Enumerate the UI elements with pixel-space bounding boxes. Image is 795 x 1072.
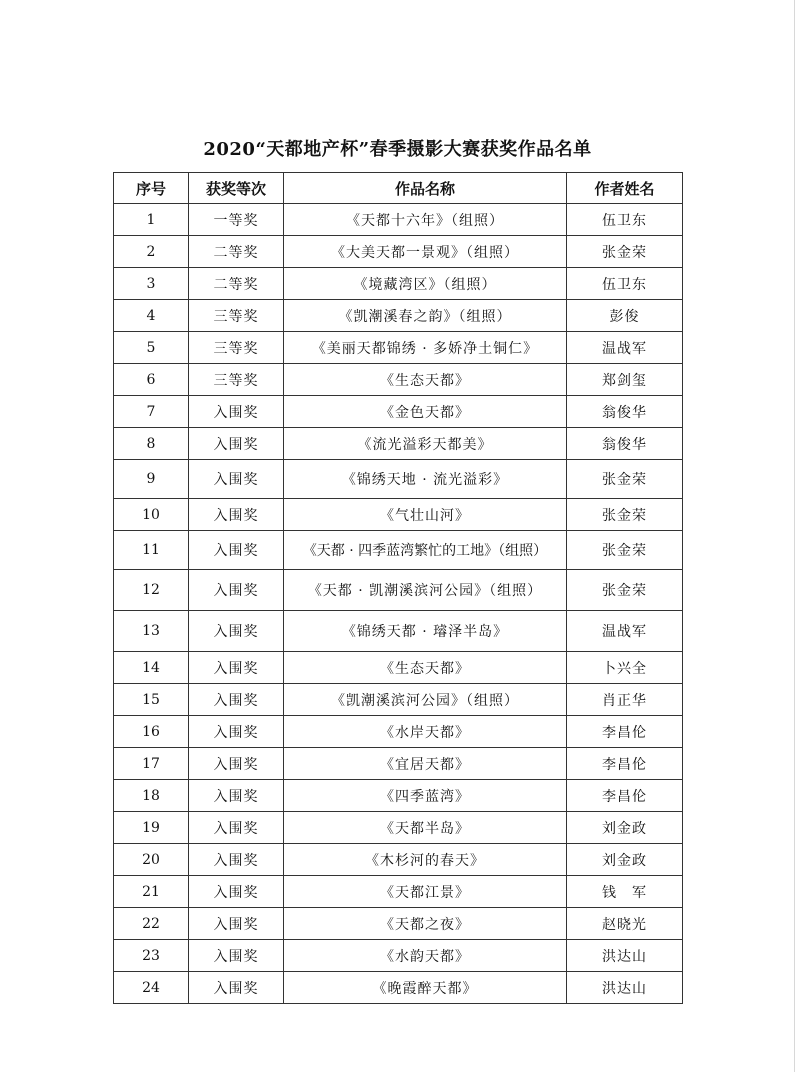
row-index: 5 [114, 332, 189, 364]
row-work-title: 《气壮山河》 [284, 499, 567, 531]
row-index: 8 [114, 428, 189, 460]
table-row [114, 460, 683, 499]
row-award-level: 入围奖 [189, 780, 284, 812]
row-index: 6 [114, 364, 189, 396]
row-index: 9 [114, 460, 189, 499]
row-work-title: 《四季蓝湾》 [284, 780, 567, 812]
table-row [114, 236, 683, 268]
row-author: 温战军 [567, 611, 683, 652]
row-index: 7 [114, 396, 189, 428]
table-row [114, 332, 683, 364]
row-work-title: 《锦绣天都 · 璿泽半岛》 [284, 611, 567, 652]
row-index: 24 [114, 972, 189, 1004]
row-award-level: 入围奖 [189, 876, 284, 908]
row-author: 李昌伦 [567, 780, 683, 812]
row-index: 1 [114, 204, 189, 236]
table-row [114, 364, 683, 396]
row-author: 卜兴全 [567, 652, 683, 684]
row-author: 赵晓光 [567, 908, 683, 940]
row-work-title: 《天都之夜》 [284, 908, 567, 940]
row-author: 伍卫东 [567, 204, 683, 236]
row-award-level: 入围奖 [189, 812, 284, 844]
row-index: 18 [114, 780, 189, 812]
row-index: 14 [114, 652, 189, 684]
table-row [114, 908, 683, 940]
header-award-level: 获奖等次 [189, 173, 284, 204]
row-award-level: 入围奖 [189, 844, 284, 876]
table-row [114, 972, 683, 1004]
row-author: 刘金政 [567, 812, 683, 844]
row-author: 郑剑玺 [567, 364, 683, 396]
row-index: 2 [114, 236, 189, 268]
table-row [114, 300, 683, 332]
row-work-title: 《流光溢彩天都美》 [284, 428, 567, 460]
row-award-level: 入围奖 [189, 972, 284, 1004]
row-award-level: 入围奖 [189, 570, 284, 611]
table-row [114, 652, 683, 684]
table-row [114, 716, 683, 748]
row-work-title: 《生态天都》 [284, 652, 567, 684]
row-award-level: 入围奖 [189, 499, 284, 531]
row-author: 李昌伦 [567, 748, 683, 780]
row-award-level: 入围奖 [189, 396, 284, 428]
row-author: 洪达山 [567, 940, 683, 972]
table-row [114, 499, 683, 531]
row-award-level: 入围奖 [189, 428, 284, 460]
row-award-level: 入围奖 [189, 531, 284, 570]
row-author: 张金荣 [567, 236, 683, 268]
row-index: 17 [114, 748, 189, 780]
row-index: 12 [114, 570, 189, 611]
document-title: 2020“天都地产杯”春季摄影大赛获奖作品名单 [203, 139, 592, 160]
row-work-title: 《宜居天都》 [284, 748, 567, 780]
table-row [114, 531, 683, 570]
row-author: 伍卫东 [567, 268, 683, 300]
row-work-title: 《美丽天都锦绣 · 多娇净土铜仁》 [284, 332, 567, 364]
row-work-title: 《木杉河的春天》 [284, 844, 567, 876]
row-author: 肖正华 [567, 684, 683, 716]
row-award-level: 入围奖 [189, 460, 284, 499]
header-work-title: 作品名称 [284, 173, 567, 204]
row-index: 19 [114, 812, 189, 844]
row-index: 21 [114, 876, 189, 908]
row-work-title: 《水韵天都》 [284, 940, 567, 972]
row-author: 李昌伦 [567, 716, 683, 748]
row-index: 15 [114, 684, 189, 716]
row-author: 钱 军 [567, 876, 683, 908]
row-work-title: 《天都 · 凯潮溪滨河公园》（组照） [284, 570, 567, 611]
table-header-row [114, 173, 683, 204]
row-work-title: 《境藏湾区》（组照） [284, 268, 567, 300]
row-work-title: 《锦绣天地 · 流光溢彩》 [284, 460, 567, 499]
row-award-level: 三等奖 [189, 332, 284, 364]
row-index: 22 [114, 908, 189, 940]
row-award-level: 三等奖 [189, 300, 284, 332]
row-award-level: 二等奖 [189, 268, 284, 300]
row-award-level: 入围奖 [189, 748, 284, 780]
table-row [114, 812, 683, 844]
row-work-title: 《凯潮溪春之韵》（组照） [284, 300, 567, 332]
row-work-title: 《天都十六年》（组照） [284, 204, 567, 236]
row-author: 温战军 [567, 332, 683, 364]
row-award-level: 入围奖 [189, 716, 284, 748]
row-author: 翁俊华 [567, 428, 683, 460]
row-index: 23 [114, 940, 189, 972]
table-row [114, 268, 683, 300]
row-index: 11 [114, 531, 189, 570]
row-award-level: 入围奖 [189, 908, 284, 940]
row-award-level: 二等奖 [189, 236, 284, 268]
header-index: 序号 [114, 173, 189, 204]
row-work-title: 《金色天都》 [284, 396, 567, 428]
table-row [114, 844, 683, 876]
row-award-level: 入围奖 [189, 611, 284, 652]
row-index: 3 [114, 268, 189, 300]
row-award-level: 入围奖 [189, 940, 284, 972]
row-index: 10 [114, 499, 189, 531]
row-award-level: 三等奖 [189, 364, 284, 396]
table-row [114, 748, 683, 780]
row-work-title: 《水岸天都》 [284, 716, 567, 748]
row-author: 翁俊华 [567, 396, 683, 428]
row-author: 张金荣 [567, 570, 683, 611]
row-work-title: 《大美天都一景观》（组照） [284, 236, 567, 268]
row-award-level: 一等奖 [189, 204, 284, 236]
table-row [114, 570, 683, 611]
row-author: 张金荣 [567, 531, 683, 570]
row-award-level: 入围奖 [189, 652, 284, 684]
row-work-title: 《天都江景》 [284, 876, 567, 908]
row-index: 16 [114, 716, 189, 748]
row-index: 20 [114, 844, 189, 876]
row-author: 张金荣 [567, 460, 683, 499]
table-row [114, 876, 683, 908]
row-index: 4 [114, 300, 189, 332]
table-row [114, 940, 683, 972]
table-row [114, 428, 683, 460]
row-author: 刘金政 [567, 844, 683, 876]
table-row [114, 684, 683, 716]
header-author: 作者姓名 [567, 173, 683, 204]
table-row [114, 204, 683, 236]
awards-table [113, 172, 683, 1004]
row-author: 洪达山 [567, 972, 683, 1004]
table-row [114, 396, 683, 428]
row-author: 张金荣 [567, 499, 683, 531]
row-work-title: 《生态天都》 [284, 364, 567, 396]
table-row [114, 780, 683, 812]
row-work-title: 《晚霞醉天都》 [284, 972, 567, 1004]
row-index: 13 [114, 611, 189, 652]
row-work-title: 《天都半岛》 [284, 812, 567, 844]
row-work-title: 《天都 · 四季蓝湾繁忙的工地》（组照） [284, 531, 567, 570]
row-work-title: 《凯潮溪滨河公园》（组照） [284, 684, 567, 716]
row-award-level: 入围奖 [189, 684, 284, 716]
table-row [114, 611, 683, 652]
row-author: 彭俊 [567, 300, 683, 332]
